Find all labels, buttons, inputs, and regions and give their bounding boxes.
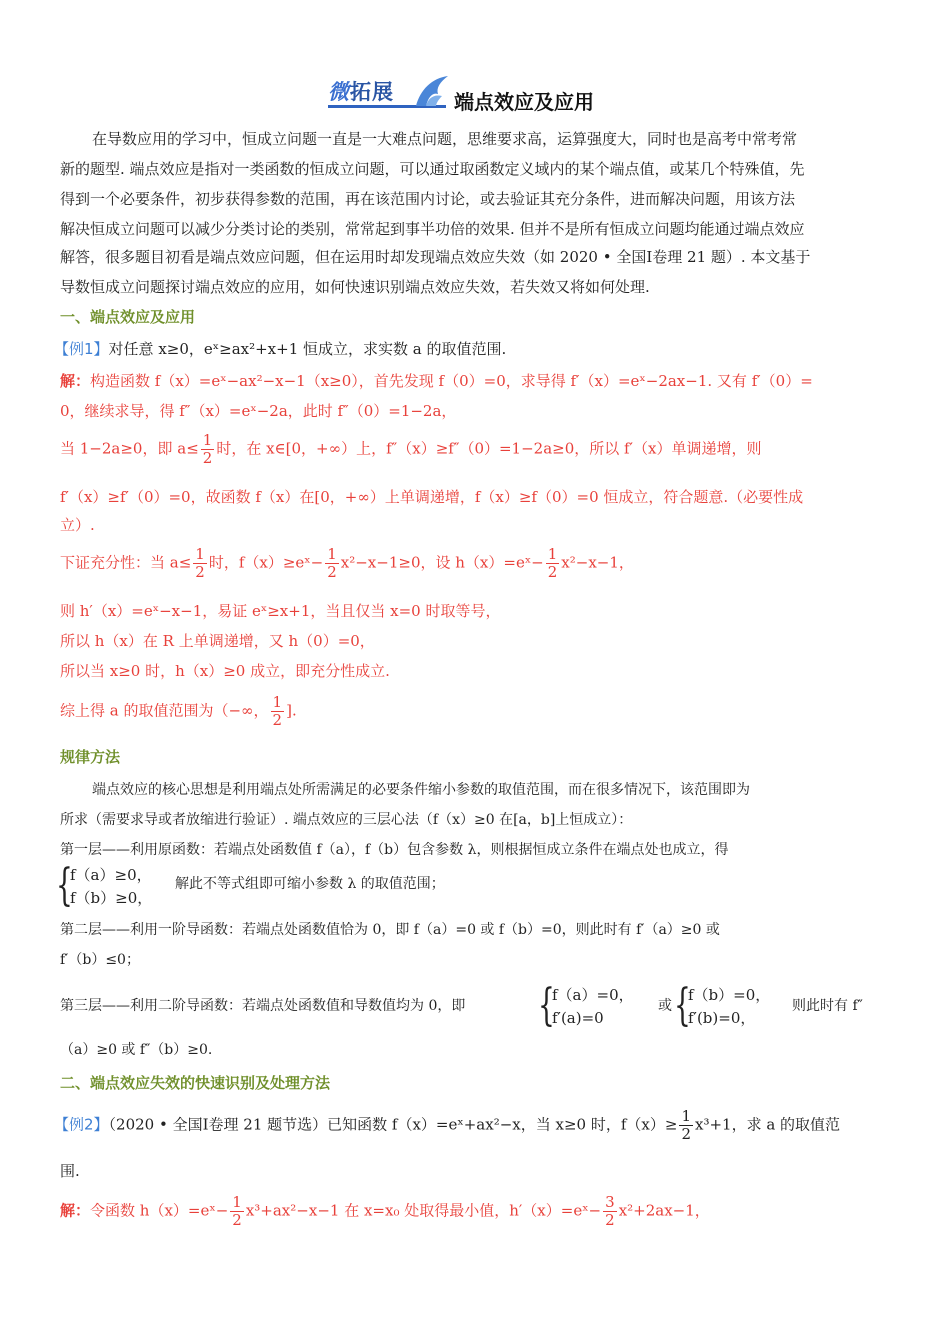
example-1-question	[54, 334, 506, 364]
solution-text: x²−x−1，	[561, 553, 634, 572]
section-heading-1: 一、端点效应及应用	[60, 308, 196, 326]
system-row: f′(b)=0，	[688, 1009, 756, 1027]
fraction-half	[193, 546, 207, 581]
fraction-half	[230, 1194, 244, 1229]
system-row: f（b）≥0，	[70, 889, 153, 907]
layer-3-post: 则此时有 f″	[792, 998, 863, 1014]
solution-text: x²−x−1≥0，设 h（x）=eˣ−	[340, 553, 544, 572]
intro-line-4: 解决恒成立问题可以减少分类讨论的类别，常常起到事半功倍的效果. 但并不是所有恒成立问题均能通过端点效应	[60, 220, 805, 238]
left-brace: {	[56, 860, 73, 911]
wave-logo-icon	[412, 72, 452, 108]
solution-text: ].	[286, 701, 297, 720]
solution-text: 当 1−2a≥0，即 a≤	[60, 439, 199, 458]
fraction-half	[679, 1108, 693, 1143]
layer-1-after: 解此不等式组即可缩小参数 λ 的取值范围；	[175, 876, 445, 892]
example-2-solution	[60, 1194, 710, 1229]
fraction-denominator: 2	[202, 449, 213, 467]
solution-line-5: 立）.	[60, 516, 95, 534]
badge-char: 微	[328, 80, 350, 104]
intro-line-3: 得到一个必要条件，初步获得参数的范围，再在该范围内讨论，或去验证其充分条件，进而解决问题，用该方法	[60, 190, 796, 208]
system-rows	[552, 984, 634, 1030]
fraction-numerator: 1	[202, 431, 213, 449]
system-row: f（a）≥0，	[70, 866, 152, 884]
solution-text: 时，f（x）≥eˣ−	[208, 553, 324, 572]
solution-text: 构造函数 f（x）=eˣ−ax²−x−1（x≥0），首先发现 f（0）=0，求导得 f′（x）=eˣ−2ax−1. 又有 f′（0）=	[90, 372, 813, 390]
fraction-half	[271, 694, 285, 729]
fraction-numerator: 1	[232, 1193, 242, 1211]
page-title: 端点效应及应用	[454, 90, 594, 114]
conclusion-line	[60, 694, 297, 729]
system-row: f（b）=0，	[688, 986, 771, 1004]
layer-2-line-1: 第二层——利用一阶导函数：若端点处函数值恰为 0，即 f（a）=0 或 f（b）=0，则此时有 f′（a）≥0 或	[60, 922, 720, 938]
left-brace: {	[674, 980, 691, 1031]
fraction-numerator: 1	[327, 545, 337, 563]
fraction-numerator: 1	[547, 545, 558, 563]
intro-line-1: 在导数应用的学习中，恒成立问题一直是一大难点问题，思维要求高，运算强度大，同时也是高考中常考常	[92, 130, 798, 148]
badge-text: 拓展	[350, 80, 394, 104]
fraction-half	[201, 432, 215, 467]
example-2-question	[54, 1108, 840, 1143]
solution-line-4: f′（x）≥f′（0）=0，故函数 f（x）在[0，+∞）上单调递增，f（x）≥f（0）=0 恒成立，符合题意.（必要性成	[60, 488, 804, 506]
method-line-1: 端点效应的核心思想是利用端点处所需满足的必要条件缩小参数的取值范围，而在很多情况下，该范围即为	[92, 782, 750, 798]
intro-line-2: 新的题型. 端点效应是指对一类函数的恒成立问题，可以通过取函数定义域内的某个端点值，或某几个特殊值，先	[60, 160, 805, 178]
intro-line-5: 解答，很多题目初看是端点效应问题，但在运用时却发现端点效应失效（如 2020 • 全国Ⅰ卷理 21 题）. 本文基于	[60, 248, 811, 266]
question-text: x³+1，求 a 的取值范	[694, 1115, 841, 1134]
solution-text: 下证充分性：当 a≤	[60, 553, 192, 572]
fraction-numerator: 3	[605, 1193, 615, 1211]
solution-line-3	[60, 432, 761, 467]
solution-line-h2: 所以 h（x）在 R 上单调递增，又 h（0）=0，	[60, 632, 375, 650]
question-text: （2020 • 全国Ⅰ卷理 21 题节选）已知函数 f（x）=eˣ+ax²−x，当 x≥0 时，f（x）≥	[108, 1115, 678, 1134]
example-2-question-cont: 围.	[60, 1162, 80, 1180]
solution-text: x³+ax²−x−1 在 x=x₀ 处取得最小值，h′（x）=eˣ−	[245, 1201, 602, 1220]
intro-line-6: 导数恒成立问题探讨端点效应的应用，如何快速识别端点效应失效，若失效又将如何处理.	[60, 278, 650, 296]
or-text: 或	[658, 998, 672, 1014]
fraction-numerator: 1	[272, 693, 283, 711]
header-badge	[328, 76, 394, 106]
fraction-denominator: 2	[232, 1211, 242, 1229]
sufficiency-line	[60, 546, 634, 581]
layer-3-end: （a）≥0 或 f″（b）≥0.	[60, 1042, 213, 1058]
system-rows	[70, 864, 152, 910]
system-rows	[688, 984, 770, 1030]
fraction-denominator: 2	[547, 563, 558, 581]
solution-label: 解：	[60, 1201, 91, 1220]
solution-text: 综上得 a 的取值范围为（−∞，	[60, 701, 269, 720]
fraction-denominator: 2	[681, 1125, 691, 1143]
equation-system-a	[538, 980, 668, 1031]
left-brace: {	[538, 980, 555, 1031]
solution-text: x²+2ax−1，	[618, 1201, 710, 1220]
solution-line-h3: 所以当 x≥0 时，h（x）≥0 成立，即充分性成立.	[60, 662, 390, 680]
section-heading-2: 二、端点效应失效的快速识别及处理方法	[60, 1074, 331, 1092]
fraction-numerator: 1	[681, 1107, 691, 1125]
solution-line-2: 0，继续求导，得 f″（x）=eˣ−2a，此时 f″（0）=1−2a，	[60, 402, 457, 420]
solution-text: 时，在 x∈[0，+∞）上，f″（x）≥f″（0）=1−2a≥0，所以 f′（x）单调递增，则	[216, 439, 762, 458]
fraction-denominator: 2	[195, 563, 205, 581]
page-header	[328, 72, 648, 116]
system-row: f（a）=0，	[552, 986, 634, 1004]
fraction-numerator: 1	[195, 545, 205, 563]
fraction-half	[325, 546, 339, 581]
solution-line-h1: 则 h′（x）=eˣ−x−1，易证 eˣ≥x+1，当且仅当 x=0 时取等号，	[60, 602, 501, 620]
fraction-half	[546, 546, 560, 581]
example-tag: 【例1】	[54, 340, 109, 358]
solution-line-1	[60, 366, 813, 396]
question-text: 对任意 x≥0，eˣ≥ax²+x+1 恒成立，求实数 a 的取值范围.	[108, 340, 507, 358]
fraction-denominator: 2	[272, 711, 283, 729]
method-line-2: 所求（需要求导或者放缩进行验证）. 端点效应的三层心法（f（x）≥0 在[a，b]上恒成立）：	[60, 812, 633, 828]
fraction-denominator: 2	[327, 563, 337, 581]
fraction-denominator: 2	[605, 1211, 615, 1229]
method-heading: 规律方法	[60, 748, 121, 766]
example-tag: 【例2】	[54, 1115, 109, 1134]
fraction-three-halves	[603, 1194, 617, 1229]
layer-1-text: 第一层——利用原函数：若端点处函数值 f（a），f（b）包含参数 λ，则根据恒成立条件在端点处也成立，得	[60, 842, 729, 858]
solution-text: 令函数 h（x）=eˣ−	[90, 1201, 229, 1220]
equation-system-b	[674, 980, 784, 1031]
layer-3-text: 第三层——利用二阶导函数：若端点处函数值和导数值均为 0，即	[60, 998, 466, 1014]
solution-label: 解：	[60, 372, 91, 390]
system-row: f′(a)=0	[552, 1009, 604, 1027]
layer-2-line-2: f′（b）≤0；	[60, 952, 140, 968]
